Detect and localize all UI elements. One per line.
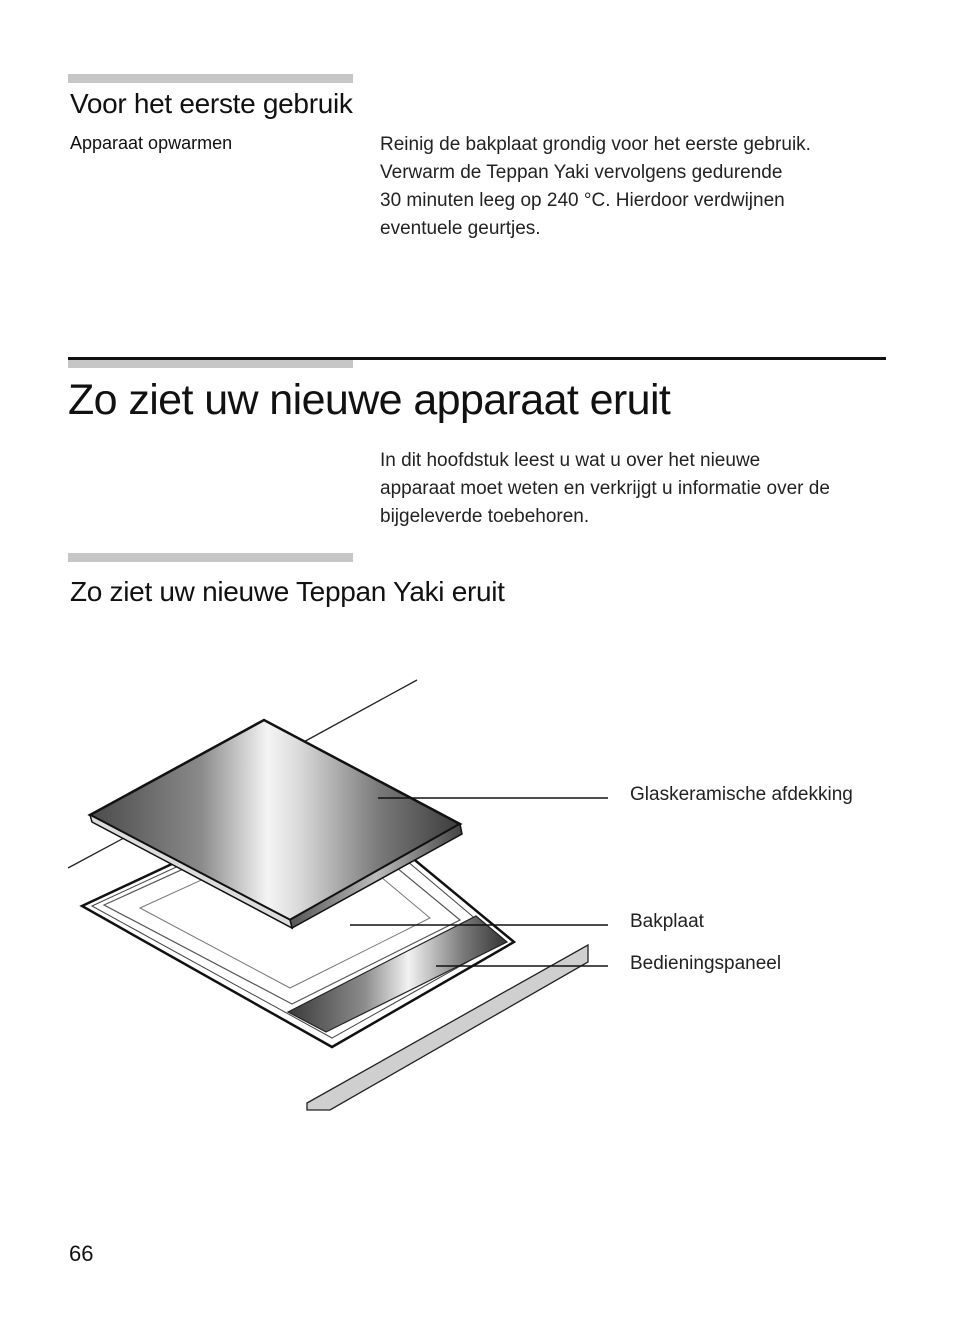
intro-line: bijgeleverde toebehoren.: [380, 506, 590, 527]
intro-line: In dit hoofdstuk leest u wat u over het nieuwe: [380, 450, 761, 471]
paragraph-line: Reinig de bakplaat grondig voor het eerste gebruik.: [380, 134, 811, 155]
page-number: 66: [69, 1241, 94, 1266]
chapter-title: Zo ziet uw nieuwe apparaat eruit: [68, 376, 671, 424]
intro-line: apparaat moet weten en verkrijgt u informatie over de: [380, 478, 830, 499]
paragraph-line: Verwarm de Teppan Yaki vervolgens gedurende: [380, 162, 783, 183]
subheading: Apparaat opwarmen: [70, 133, 233, 153]
countertop-line: [300, 680, 417, 744]
section-heading: Voor het eerste gebruik: [70, 88, 353, 119]
label-griddle-plate: Bakplaat: [630, 911, 704, 932]
section-heading: Zo ziet uw nieuwe Teppan Yaki eruit: [70, 576, 505, 607]
paragraph-line: eventuele geurtjes.: [380, 218, 541, 239]
label-glass-ceramic-cover: Glaskeramische afdekking: [630, 784, 853, 805]
label-control-panel: Bedieningspaneel: [630, 953, 782, 974]
paragraph-line: 30 minuten leeg op 240 °C. Hierdoor verdwijnen: [380, 190, 785, 211]
